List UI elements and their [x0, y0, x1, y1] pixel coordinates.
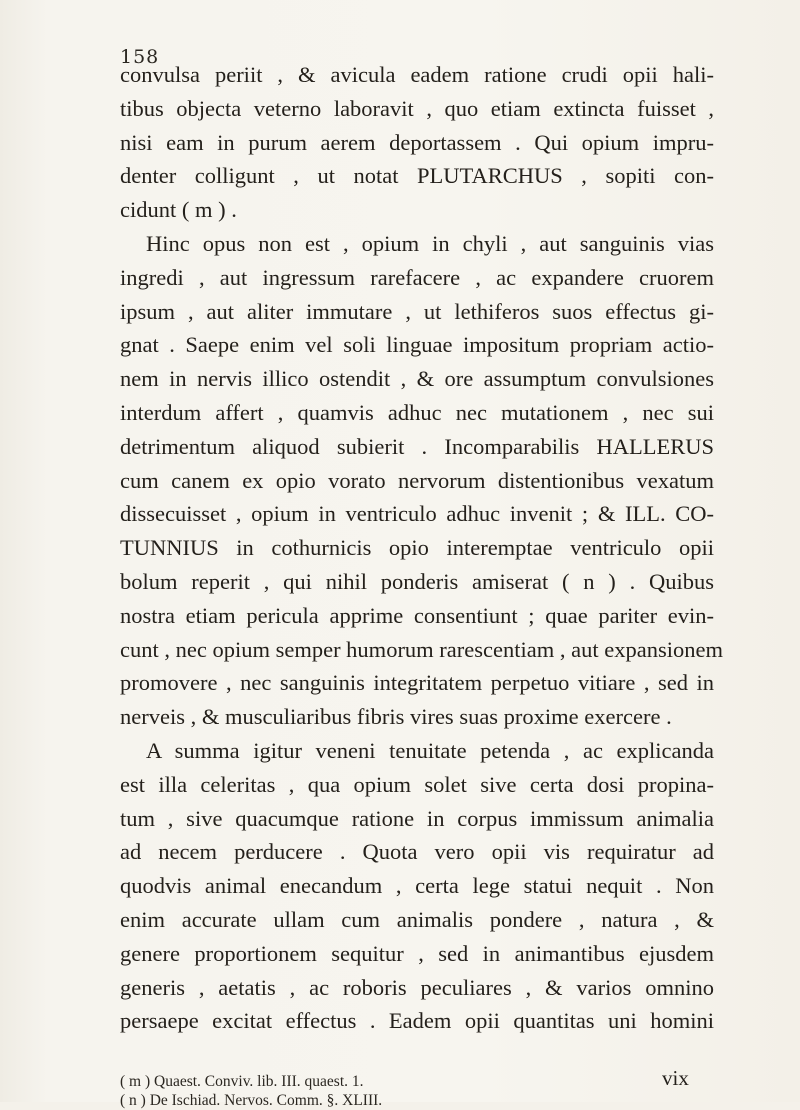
text-line: cunt , nec opium semper humorum rarescentiam , aut expansionem	[120, 636, 723, 662]
text-line: quodvis animal enecandum , certa lege statui nequit . Non	[120, 873, 714, 899]
text-line: detrimentum aliquod subierit . Incomparabilis HALLERUS	[120, 433, 714, 459]
text-line: TUNNIUS in cothurnicis opio interemptae ventriculo opii	[120, 535, 714, 561]
text-line: bolum reperit , qui nihil ponderis amiserat ( n ) . Quibus	[120, 568, 714, 594]
text-line: nisi eam in purum aerem deportassem . Qui opium impru-	[120, 129, 714, 155]
main-text	[120, 58, 723, 1038]
text-line: ipsum , aut aliter immutare , ut lethiferos suos effectus gi-	[120, 298, 714, 324]
footnotes	[120, 1072, 680, 1110]
text-line: tibus objecta veterno laboravit , quo etiam extincta fuisset ,	[120, 95, 714, 121]
text-line: tum , sive quacumque ratione in corpus immissum animalia	[120, 805, 714, 831]
text-line: persaepe excitat effectus . Eadem opii quantitas uni homini	[120, 1008, 714, 1034]
text-line: gnat . Saepe enim vel soli linguae impositum propriam actio-	[120, 332, 714, 358]
text-line: A summa igitur veneni tenuitate petenda , ac explicanda	[146, 737, 714, 763]
text-line: dissecuisset , opium in ventriculo adhuc invenit ; & ILL. CO-	[120, 501, 714, 527]
text-line: cum canem ex opio vorato nervorum distentionibus vexatum	[120, 467, 714, 493]
page-number: 158	[120, 46, 160, 68]
text-line: convulsa periit , & avicula eadem ratione crudi opii hali-	[120, 62, 714, 87]
footnote: ( m ) Quaest. Conviv. lib. III. quaest. 1.	[120, 1073, 364, 1090]
text-line: nerveis , & musculiaribus fibris vires suas proxime exercere .	[120, 704, 672, 730]
text-line: enim accurate ullam cum animalis pondere , natura , &	[120, 906, 714, 932]
text-line: nem in nervis illico ostendit , & ore assumptum convulsiones	[120, 366, 714, 392]
text-line: est illa celeritas , qua opium solet sive certa dosi propina-	[120, 771, 714, 797]
text-line: genere proportionem sequitur , sed in animantibus ejusdem	[120, 940, 714, 966]
text-line: generis , aetatis , ac roboris peculiares , & varios omnino	[120, 974, 714, 1000]
text-line: Hinc opus non est , opium in chyli , aut sanguinis vias	[146, 230, 714, 256]
text-line: ingredi , aut ingressum rarefacere , ac expandere cruorem	[120, 264, 714, 290]
text-line: promovere , nec sanguinis integritatem perpetuo vitiare , sed in	[120, 670, 714, 696]
text-line: interdum affert , quamvis adhuc nec mutationem , nec sui	[120, 399, 714, 425]
catchword: vix	[662, 1066, 689, 1090]
text-line: denter colligunt , ut notat PLUTARCHUS , sopiti con-	[120, 163, 714, 189]
text-line: ad necem perducere . Quota vero opii vis requiratur ad	[120, 839, 714, 865]
text-line: nostra etiam pericula apprime consentiunt ; quae pariter evin-	[120, 602, 714, 628]
text-line: cidunt ( m ) .	[120, 197, 237, 223]
footnote: ( n ) De Ischiad. Nervos. Comm. §. XLIII.	[120, 1092, 383, 1109]
